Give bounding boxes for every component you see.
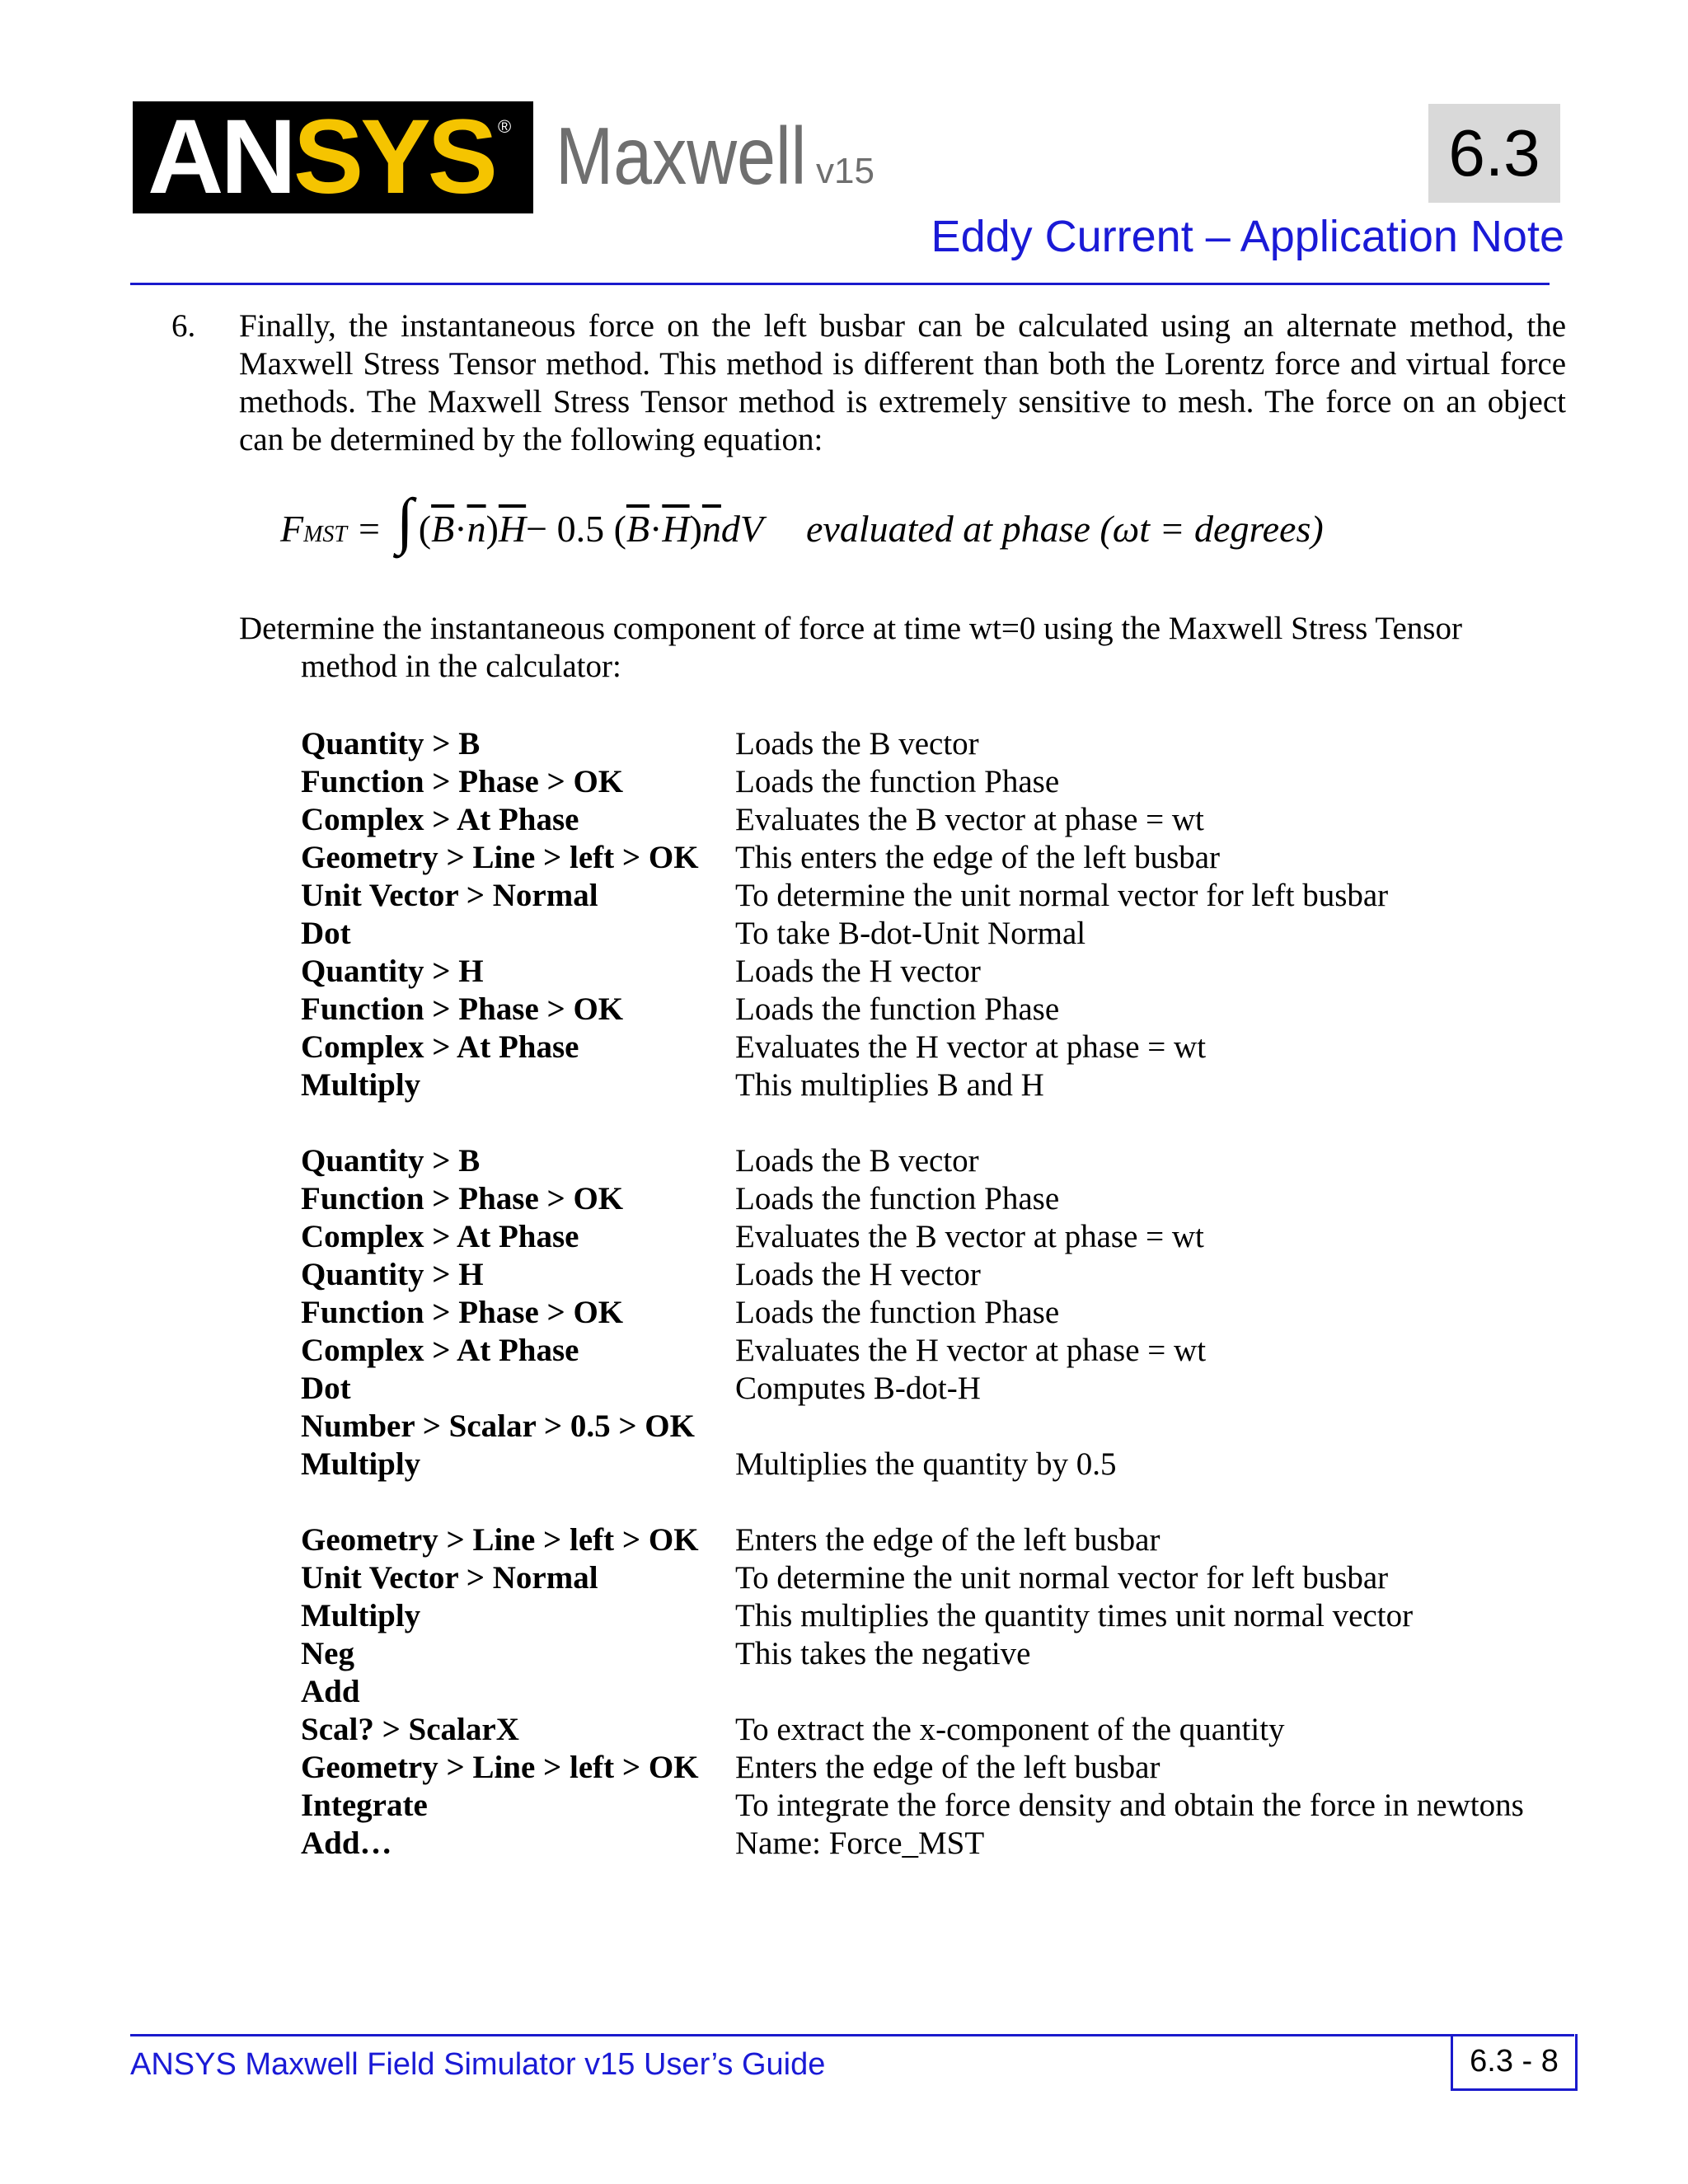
step-row (301, 1332, 1587, 1370)
step-row (301, 1180, 1587, 1218)
eq-minus-term: − 0.5 ( (526, 508, 626, 550)
step-row (301, 1711, 1587, 1749)
step-description: This takes the negative (735, 1636, 1031, 1671)
step-command: Add (301, 1674, 360, 1709)
step-row (301, 1825, 1587, 1863)
logo-an-text: AN (148, 98, 293, 216)
eq-lhs: F (280, 508, 304, 550)
registered-mark: ® (498, 116, 512, 137)
ansys-logo (133, 98, 533, 216)
step-row (301, 1597, 1587, 1635)
eq-n-vector-2: $\overline{n}$ (701, 508, 721, 550)
step-description: Loads the B vector (735, 1143, 979, 1179)
step-command: Dot (301, 1371, 351, 1406)
step-description: This enters the edge of the left busbar (735, 840, 1221, 875)
step-row (301, 1787, 1587, 1825)
eq-dot-2: · (649, 508, 663, 550)
eq-paren-open: ( (418, 508, 432, 550)
eq-equals: = (359, 508, 380, 550)
step-description: Loads the function Phase (735, 764, 1060, 799)
step-command: Multiply (301, 1446, 421, 1482)
step-row (301, 1635, 1587, 1673)
eq-h-vector: $\overline{H}$ (498, 508, 527, 550)
step-command: Complex > At Phase (301, 1029, 579, 1065)
product-name: Maxwell (556, 110, 807, 201)
step-description: Multiplies the quantity by 0.5 (735, 1446, 1117, 1482)
step-row (301, 1218, 1587, 1256)
step-command: Unit Vector > Normal (301, 878, 598, 913)
step-description: Loads the H vector (735, 1257, 981, 1292)
step-row (301, 763, 1587, 801)
eq-b-vector: $\overline{B}$ (431, 508, 455, 550)
step-row (301, 801, 1587, 839)
step-row (301, 1749, 1587, 1787)
step-description: Enters the edge of the left busbar (735, 1750, 1160, 1785)
step-row (301, 1294, 1587, 1332)
step-row (301, 1673, 1587, 1711)
step-command: Complex > At Phase (301, 1333, 579, 1368)
section-number: 6.3 (1428, 104, 1560, 203)
step-command: Neg (301, 1636, 354, 1671)
step-description: Loads the B vector (735, 726, 979, 762)
step-description: Loads the function Phase (735, 1295, 1060, 1330)
eq-evaluated-text: evaluated at phase (ωt = degrees) (806, 508, 1324, 550)
step-description: To take B-dot-Unit Normal (735, 916, 1086, 951)
step-description: Name: Force_MST (735, 1825, 985, 1861)
step-description: To integrate the force density and obtain the force in newtons (735, 1788, 1524, 1823)
instruction-line-1: Determine the instantaneous component of force at time wt=0 using the Maxwell Stress Tensor (239, 611, 1462, 646)
page-subtitle: Eddy Current – Application Note (931, 212, 1564, 261)
step-command: Geometry > Line > left > OK (301, 840, 699, 875)
step-row (301, 1446, 1587, 1483)
step-command: Quantity > H (301, 954, 484, 989)
step-description: Computes B-dot-H (735, 1371, 981, 1406)
step-description: To determine the unit normal vector for left busbar (735, 878, 1389, 913)
eq-h-vector-2: $\overline{H}$ (662, 508, 690, 550)
step-command: Geometry > Line > left > OK (301, 1522, 699, 1558)
step-row (301, 877, 1587, 915)
step-row (301, 1370, 1587, 1408)
step-row (301, 1029, 1587, 1066)
mst-equation: F MST = ∫ ( $\overline{B}$ · $\overline{n}$ ) $\overline{H}$ − 0.5 ( $\overline{B}$ · $\overline{H}$ ) $\overline{n}$ dV evaluated at phase (ωt = degrees) (280, 486, 1324, 555)
step-command: Function > Phase > OK (301, 991, 624, 1027)
step-description: Evaluates the H vector at phase = wt (735, 1029, 1207, 1065)
footer-divider (130, 2034, 1574, 2036)
step-command: Multiply (301, 1598, 421, 1633)
step-description: This multiplies B and H (735, 1067, 1044, 1103)
step-command: Quantity > H (301, 1257, 484, 1292)
product-version: v15 (816, 151, 874, 191)
step-row (301, 725, 1587, 763)
eq-n-vector: $\overline{n}$ (467, 508, 486, 550)
eq-dv: dV (720, 508, 763, 550)
step-row (301, 1559, 1587, 1597)
eq-paren-close: ) (485, 508, 499, 550)
step-description: To determine the unit normal vector for left busbar (735, 1560, 1389, 1596)
step-row (301, 953, 1587, 991)
step-command: Function > Phase > OK (301, 1181, 624, 1216)
step-description: Evaluates the B vector at phase = wt (735, 802, 1204, 837)
step-description: This multiplies the quantity times unit normal vector (735, 1598, 1414, 1633)
step-command: Add… (301, 1825, 392, 1861)
step-description: Evaluates the H vector at phase = wt (735, 1333, 1207, 1368)
step-row (301, 1066, 1587, 1104)
step-command: Number > Scalar > 0.5 > OK (301, 1408, 695, 1444)
step-command: Integrate (301, 1788, 428, 1823)
step-row (301, 1256, 1587, 1294)
logo-sys-text: SYS (293, 98, 495, 216)
step-command: Multiply (301, 1067, 421, 1103)
step-command: Complex > At Phase (301, 802, 579, 837)
step-command: Dot (301, 916, 351, 951)
step-command: Scal? > ScalarX (301, 1712, 519, 1747)
header-divider (130, 283, 1550, 285)
step-description: Loads the function Phase (735, 991, 1060, 1027)
step-row (301, 1521, 1587, 1559)
step-command: Function > Phase > OK (301, 1295, 624, 1330)
eq-lhs-subscript: MST (303, 522, 348, 547)
step-command: Complex > At Phase (301, 1219, 579, 1254)
page-number: 6.3 - 8 (1451, 2034, 1578, 2091)
step-description: Loads the function Phase (735, 1181, 1060, 1216)
group-spacer (301, 1483, 1587, 1521)
step-text: Finally, the instantaneous force on the left busbar can be calculated using an alternate method, the Maxwell Stress Tensor method. This method is different than both the Lorentz force and virtual force methods. The Maxwell Stress Tensor method is extremely sensitive to mesh. The force on an object can be determined by the following equation: (239, 308, 1566, 457)
step-command: Quantity > B (301, 726, 481, 762)
step-command: Function > Phase > OK (301, 764, 624, 799)
instruction-line-2: method in the calculator: (301, 649, 621, 684)
step-description: To extract the x-component of the quantity (735, 1712, 1285, 1747)
step-number: 6. (171, 308, 196, 344)
group-spacer (301, 1104, 1587, 1142)
step-row (301, 915, 1587, 953)
footer-title: ANSYS Maxwell Field Simulator v15 User’s Guide (130, 2047, 826, 2082)
step-command: Geometry > Line > left > OK (301, 1750, 699, 1785)
eq-dot-1: · (454, 508, 467, 550)
step-row (301, 1408, 1587, 1446)
step-description: Evaluates the B vector at phase = wt (735, 1219, 1204, 1254)
step-row (301, 991, 1587, 1029)
eq-b-vector-2: $\overline{B}$ (626, 508, 649, 550)
step-row (301, 1142, 1587, 1180)
step-command: Unit Vector > Normal (301, 1560, 598, 1596)
step-description: Loads the H vector (735, 954, 981, 989)
eq-paren-close-2: ) (689, 508, 702, 550)
step-description: Enters the edge of the left busbar (735, 1522, 1160, 1558)
calculator-steps (301, 725, 1587, 1863)
step-command: Quantity > B (301, 1143, 481, 1179)
step-row (301, 839, 1587, 877)
